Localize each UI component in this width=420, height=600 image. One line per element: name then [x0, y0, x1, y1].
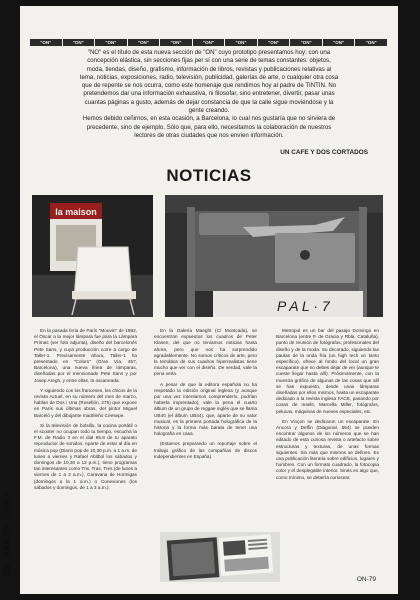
intro-line: gente creando. [188, 107, 230, 115]
news-paragraph: En la pasada feria de París "Mouvin" de 1982, el Óscar a la mejor lámpara fue para la Lámpara Primas (ver foto adjunta), diseño del barcelonés Pete Sans, y cuya producción corre a cargo de Taller-1. Precisamente ahora, Taller-1 ha presentado en "Colors" (Gran Vía, 457, Barcelona), una nueva línea de lámparas, diseñadas por el mencionado Pete Sans y por Josep Aregh, y entre ellas, la oscaneada. [34, 328, 137, 383]
page-number: ON-79 [356, 576, 376, 583]
intro-text [38, 49, 380, 140]
header-strip-cell: "ON" [95, 39, 128, 46]
section-title: NOTICIAS [166, 166, 252, 185]
intro-line: Hemos debido ceñirnos, en esta ocasión, a Barcelona, lo cual nos gustaría que no sirviera de [82, 115, 336, 123]
intro-line: cuantas páginas a gusto, además de dejar constancia de que la calle sigue moviéndose y la [84, 98, 334, 106]
intro-line: pretendemos dar una información exhaustiva, ni filosofar, sino entretener, divertir, pasar unas [83, 90, 335, 98]
header-strip [30, 39, 388, 46]
intro-line: moda, tiendas, diseño, grafismo, información de libros, revistas y publicaciones relativas al [86, 65, 332, 73]
shutter-photo [165, 195, 383, 317]
header-strip-cell: "ON" [193, 39, 226, 46]
header-strip-cell: "ON" [128, 39, 161, 46]
intro-signature: UN CAFE Y DOS CORTADOS [280, 149, 368, 156]
news-paragraph: En Vinçon se dedicaron un escaparate. En Ancora y Delfín (Diagonal, 564) se pueden encontrar algunos de los números que se han editado de esta curiosa revista o artefacto sobre estructuras y texturas, de unas formas siguientes. Sin más que mismos se definen. Es una publicación literaria sobre edificios, lugares y hombres. Con un formato cuadrado, la fotocopia color y el desplegable interior. Sinés es algo que, como mínimo, se debería curiosear. [276, 418, 379, 480]
magazine-cover-text: la maison [55, 207, 97, 217]
header-strip-cell: "ON" [63, 39, 96, 46]
header-strip-cell: "ON" [290, 39, 323, 46]
intro-line: que de repente se nos ocurra, como este homenaje que rendimos hoy al padre de TINTIN. No [81, 82, 337, 90]
lamp-photo [32, 195, 153, 317]
news-paragraph: (Estamos preparando un reportaje sobre el trabajo gráfico de las compañías de discos independientes en España). [154, 441, 257, 459]
news-paragraph: Si la televisión de bolsillo, la cocina portátil o el scooter no ocupan todo tu tiempo, escucha la F.M. de Radio 3 en el dial 95.8 de tu aparato reproductor de sonidos. Aparte de estar al día en música pop (Diario pop de 10,30 p.m. a 1 a.m. de lunes a viernes y Rafael Abitbol los sábados y domingos de 10,30 a 12 p.m.), tiene programas tan interesantes como Tris, Tras, Tres (de lunes a viernes de 1 a 3 a.m.), Caravana de Hormigas (domingos a la 1 a.m.) o Conexiones (los sábados y domingos, de 1 a 3 a.m.). [34, 422, 137, 490]
magazine-page [20, 6, 398, 594]
news-paragraph: A pesar de que la editora española no ha respetado la edición original inglesa (y aunque por una vez intentamos comprenderlo, podrían haberla imprentado), vale la pena el cuarto álbum de un grupo de reggae inglés que se llama UB40 (el álbum UB44), que, aparte de su valor musical, es la primera portada holográfica de la historia y la forma más barata de tener una holografía en casa. [154, 381, 257, 437]
sign-text: P A L · 7 [277, 298, 330, 314]
header-strip-cell: "ON" [355, 39, 388, 46]
intro-line: "NO" es el título de esta nueva sección de "ON" cuyo prototipo presentamos hoy: con una [87, 49, 331, 56]
news-paragraph: Metropol es un bar del pasaje Domingo en Barcelona (entre P. de Gracia y Rbla. Cataluña), punto de reunión de fotógrafos, profesionales del diseño y de la moda. Su decorado, siguiendo las pautas de la onda fría (un high tech un tanto específico), ofrece al fondo del local un gran escaparate que no debes dejar de ver (aunque te cueste llegar hasta allí). Próximamente, con la muestra gráfica de algunas de las cosas que allí se han expuesto, desde unas lámparas diseñadas por ellos mismos, hasta un escaparate dedicado a la revista inglesa FACE, pasando por cosas de Inselit, Marcella Miller, fotógrafos, pelucas, máquinas de nueves especiales, etc. [276, 328, 379, 414]
header-strip-cell: "ON" [225, 39, 258, 46]
intro-line: precedente, sino de ejemplo. Sólo que, para ello, necesitamos la colaboración de nuestros [86, 123, 332, 131]
magazine-spread-photo [160, 532, 280, 582]
news-column-3 [276, 328, 379, 485]
news-paragraph: Y siguiendo con los franceses, los chicos de la revista Actuel, en su número del mes de marzo, hablan de Dos i Una (Rosellón, 275) que expone en París sus últimas obras, del pintor Miguel Barceló y del dibujante madrileño Ceesepe. [34, 387, 137, 418]
intro-line: concepción elástica, sin secciones fijas per sí con una serie de temas constantes: objetos, [87, 57, 331, 65]
header-strip-cell: "ON" [160, 39, 193, 46]
news-column-2 [154, 328, 257, 464]
header-strip-cell: "ON" [30, 39, 63, 46]
intro-line: tema, noticias, exposiciones, radio, televisión, publicidad, galerías de arte, o cualquier otra cosa [79, 73, 339, 81]
header-strip-cell: "ON" [258, 39, 291, 46]
news-paragraph: En la Galería Maeght (C/ Montcada), se encuentran expuestos los cuadros de Peter Klasen, del que no teníamos noticias hasta ahora, pero que nos ha sorprendido agradablemente. No somos críticos de arte, pero la temática de sus cuadros hiperrealistas tiene mucho que ver con el diseño. De verdad, vale la pena verla. [154, 328, 257, 377]
header-strip-cell: "ON" [323, 39, 356, 46]
news-column-1 [34, 328, 137, 495]
intro-line: lectores de otras ciudades que nos envíen información. [134, 131, 284, 139]
handwritten-note: ON MARZO 1983 [2, 492, 14, 578]
